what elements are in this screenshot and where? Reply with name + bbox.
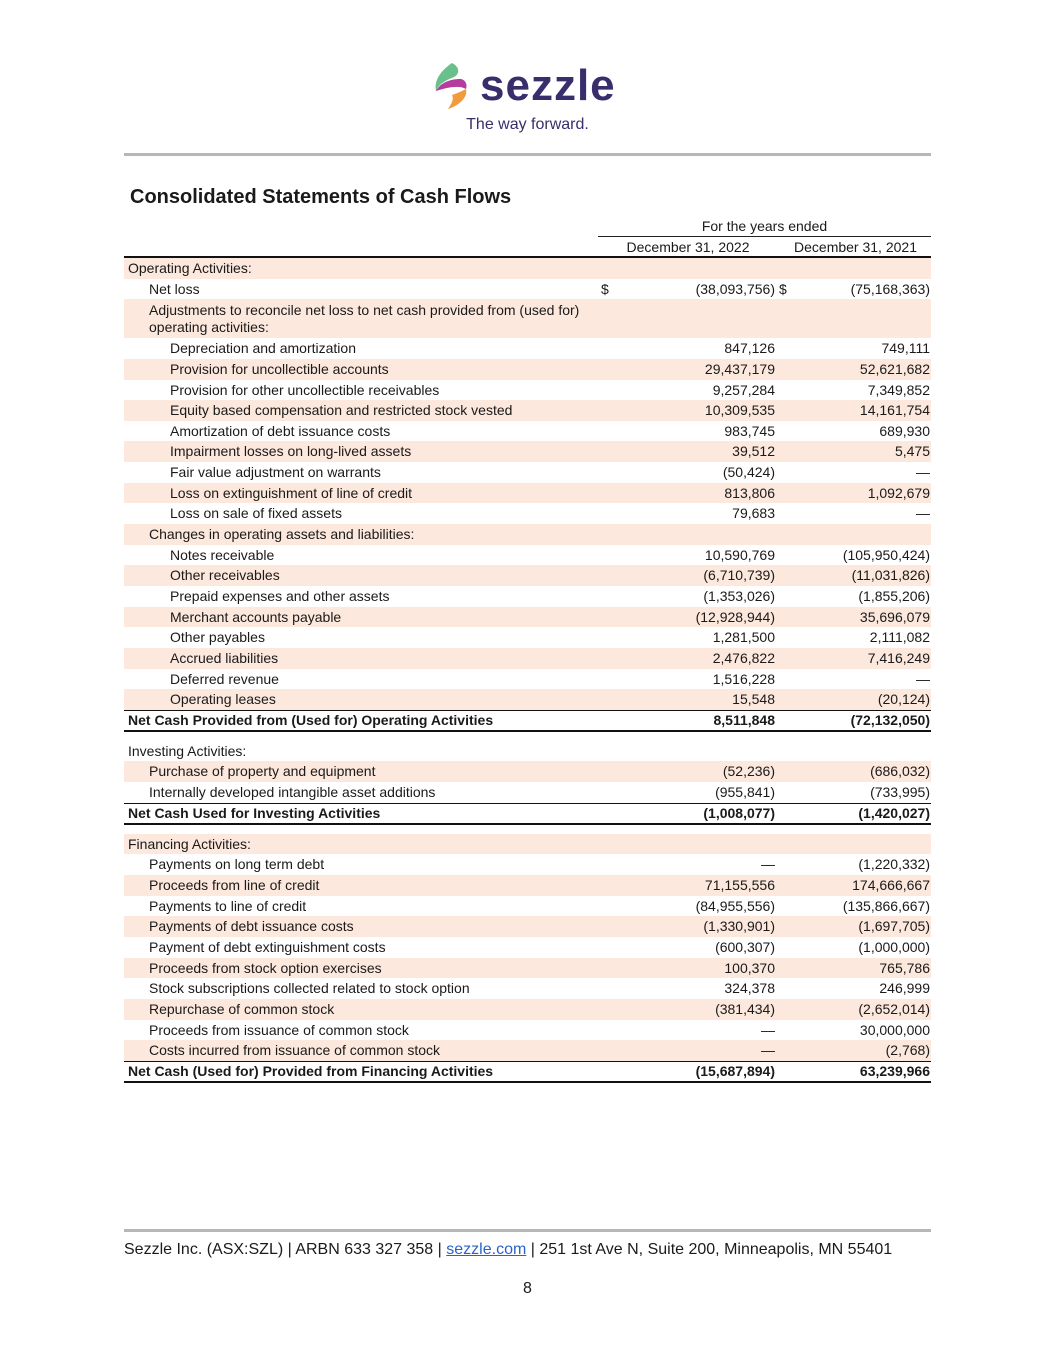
- row-label: Operating Activities:: [128, 260, 252, 276]
- row-label: Adjustments to reconcile net loss to net cash provided from (used for) operating activities:: [149, 302, 580, 336]
- value-2021: 7,349,852: [867, 381, 930, 398]
- table-row: [124, 338, 931, 359]
- table-row: [124, 761, 931, 782]
- value-2021: —: [916, 464, 930, 481]
- value-2022: (6,710,739): [703, 567, 775, 584]
- table-row: [124, 999, 931, 1020]
- value-2021: —: [916, 505, 930, 522]
- tagline: The way forward.: [466, 116, 589, 133]
- value-2022: 813,806: [724, 484, 775, 501]
- value-2022: 8,511,848: [713, 711, 775, 728]
- value-2022: (600,307): [715, 938, 775, 955]
- row-label: Accrued liabilities: [170, 649, 279, 666]
- table-row: [124, 937, 931, 958]
- table-row: [124, 359, 931, 380]
- footer-website-link[interactable]: sezzle.com: [446, 1241, 527, 1258]
- value-2022: 39,512: [732, 443, 775, 460]
- value-2021: 689,930: [879, 422, 930, 439]
- value-2021: 5,475: [894, 443, 930, 460]
- table-row-net-loss: [124, 279, 931, 300]
- value-2021: (72,132,050): [850, 711, 930, 728]
- subheading-adjustments: [124, 299, 931, 338]
- value-2021: 30,000,000: [859, 1021, 930, 1038]
- header-divider: [124, 153, 931, 156]
- row-label: Loss on extinguishment of line of credit: [170, 484, 413, 501]
- subheading-changes: [124, 524, 931, 545]
- row-label: Impairment losses on long-lived assets: [170, 443, 412, 460]
- value-2021: (135,866,667): [842, 897, 930, 914]
- footer-address: | 251 1st Ave N, Suite 200, Minneapolis, MN 55401: [530, 1241, 893, 1258]
- value-2022: 71,155,556: [704, 877, 775, 894]
- row-label: Deferred revenue: [170, 670, 279, 687]
- value-2021: (105,950,424): [842, 546, 930, 563]
- row-label: Net loss: [149, 280, 200, 297]
- row-label: Repurchase of common stock: [149, 1000, 335, 1017]
- value-2022: 100,370: [724, 959, 775, 976]
- page-footer: [124, 1240, 931, 1260]
- row-label: Prepaid expenses and other assets: [170, 587, 390, 604]
- value-2021: (733,995): [870, 784, 930, 801]
- row-label: Net Cash Provided from (Used for) Operating Activities: [128, 711, 494, 728]
- table-row: [124, 586, 931, 607]
- column-header-2021: December 31, 2021: [794, 239, 917, 255]
- value-2021: (1,000,000): [858, 938, 930, 955]
- value-2021: (20,124): [877, 691, 930, 708]
- value-2022: (381,434): [715, 1000, 775, 1017]
- value-2021: 7,416,249: [867, 649, 930, 666]
- column-group-header: For the years ended: [598, 216, 931, 237]
- section-heading-investing: [124, 741, 931, 762]
- row-label: Proceeds from issuance of common stock: [149, 1021, 409, 1038]
- table-row: [124, 896, 931, 917]
- row-label: Changes in operating assets and liabilities:: [149, 526, 415, 543]
- value-2021: 52,621,682: [859, 360, 930, 377]
- row-label: Other payables: [170, 629, 265, 646]
- table-row: [124, 627, 931, 648]
- spacer: [124, 732, 931, 741]
- value-2022: 10,590,769: [704, 546, 775, 563]
- value-2022: —: [761, 856, 775, 873]
- total-row-operating: [124, 710, 931, 732]
- row-label: Financing Activities:: [128, 835, 251, 852]
- value-2021: (1,420,027): [858, 804, 930, 821]
- value-2021: (1,220,332): [858, 856, 930, 873]
- value-2022: 79,683: [732, 505, 775, 522]
- value-2022: —: [761, 1042, 775, 1059]
- value-2021: (2,768): [885, 1042, 930, 1059]
- table-row: [124, 607, 931, 628]
- value-2021: —: [916, 670, 930, 687]
- sezzle-logo-mark-icon: [430, 61, 472, 111]
- page-header: [0, 0, 1055, 160]
- value-2022: 324,378: [724, 980, 775, 997]
- value-2022: (12,928,944): [695, 608, 775, 625]
- row-label: Provision for uncollectible accounts: [170, 360, 389, 377]
- row-label: Provision for other uncollectible receivables: [170, 381, 440, 398]
- value-2021: 246,999: [879, 980, 930, 997]
- cash-flow-table: [124, 256, 931, 1083]
- value-2022: (52,236): [722, 763, 775, 780]
- value-2022: (955,841): [715, 784, 775, 801]
- value-2022: 2,476,822: [712, 649, 775, 666]
- row-label: Net Cash Used for Investing Activities: [128, 804, 381, 821]
- total-row-investing: [124, 803, 931, 825]
- value-2021: (686,032): [870, 763, 930, 780]
- column-header-2022: December 31, 2022: [626, 239, 750, 255]
- value-2022: 1,516,228: [712, 670, 775, 687]
- value-2022: 9,257,284: [712, 381, 775, 398]
- value-2021: (1,697,705): [858, 918, 930, 935]
- table-row: [124, 958, 931, 979]
- currency-symbol: $: [779, 280, 787, 297]
- section-heading-operating: [124, 258, 931, 279]
- footer-company: Sezzle Inc. (ASX:SZL) | ARBN 633 327 358 |: [124, 1241, 442, 1258]
- value-2022: (38,093,756): [695, 280, 775, 297]
- row-label: Internally developed intangible asset additions: [149, 784, 436, 801]
- value-2021: 2,111,082: [869, 629, 930, 646]
- table-row: [124, 978, 931, 999]
- value-2022: (1,008,077): [703, 804, 775, 821]
- table-row: [124, 380, 931, 401]
- row-label: Depreciation and amortization: [170, 340, 356, 357]
- row-label: Amortization of debt issuance costs: [170, 422, 391, 439]
- row-label: Payments to line of credit: [149, 897, 307, 914]
- value-2021: (11,031,826): [851, 567, 930, 584]
- row-label: Payments of debt issuance costs: [149, 918, 354, 935]
- table-row: [124, 669, 931, 690]
- row-label: Stock subscriptions collected related to stock option: [149, 980, 470, 997]
- table-row: [124, 1040, 931, 1061]
- statement-title: Consolidated Statements of Cash Flows: [130, 186, 512, 208]
- table-row: [124, 400, 931, 421]
- row-label: Notes receivable: [170, 546, 275, 563]
- footer-divider: [124, 1229, 931, 1232]
- row-label: Merchant accounts payable: [170, 608, 342, 625]
- table-row: [124, 483, 931, 504]
- row-label: Equity based compensation and restricted stock vested: [170, 402, 513, 419]
- page-number: 8: [523, 1280, 532, 1297]
- row-label: Purchase of property and equipment: [149, 763, 376, 780]
- table-row: [124, 689, 931, 710]
- table-row: [124, 916, 931, 937]
- value-2021: (75,168,363): [850, 280, 930, 297]
- value-2022: 983,745: [724, 422, 775, 439]
- value-2021: 765,786: [879, 959, 930, 976]
- row-label: Fair value adjustment on warrants: [170, 464, 381, 481]
- row-label: Proceeds from stock option exercises: [149, 959, 382, 976]
- table-row: [124, 421, 931, 442]
- value-2022: 15,548: [732, 691, 775, 708]
- table-row: [124, 441, 931, 462]
- row-label: Proceeds from line of credit: [149, 877, 320, 894]
- value-2022: (50,424): [722, 464, 775, 481]
- row-label: Investing Activities:: [128, 742, 247, 759]
- value-2022: 29,437,179: [704, 360, 775, 377]
- value-2021: 63,239,966: [859, 1062, 930, 1079]
- table-row: [124, 462, 931, 483]
- table-row: [124, 565, 931, 586]
- table-row: [124, 782, 931, 803]
- value-2022: 847,126: [724, 340, 775, 357]
- table-row: [124, 503, 931, 524]
- section-heading-financing: [124, 834, 931, 855]
- row-label: Costs incurred from issuance of common stock: [149, 1042, 440, 1059]
- table-row: [124, 1020, 931, 1041]
- brand-wordmark: sezzle: [480, 61, 616, 110]
- row-label: Payments on long term debt: [149, 856, 325, 873]
- sezzle-logo: [430, 58, 616, 114]
- value-2022: 10,309,535: [704, 402, 775, 419]
- value-2021: 749,111: [881, 340, 930, 357]
- table-row: [124, 648, 931, 669]
- value-2022: (84,955,556): [695, 897, 775, 914]
- table-row: [124, 545, 931, 566]
- spacer: [124, 825, 931, 834]
- value-2021: 35,696,079: [859, 608, 930, 625]
- value-2022: (15,687,894): [695, 1062, 775, 1079]
- value-2021: (2,652,014): [858, 1000, 930, 1017]
- table-row: [124, 875, 931, 896]
- row-label: Operating leases: [170, 691, 276, 708]
- value-2021: 1,092,679: [867, 484, 930, 501]
- currency-symbol: $: [601, 280, 609, 297]
- value-2021: 174,666,667: [852, 877, 930, 894]
- row-label: Payment of debt extinguishment costs: [149, 938, 386, 955]
- value-2022: 1,281,500: [712, 629, 775, 646]
- row-label: Loss on sale of fixed assets: [170, 505, 342, 522]
- value-2021: (1,855,206): [858, 587, 930, 604]
- table-row: [124, 854, 931, 875]
- value-2022: —: [761, 1021, 775, 1038]
- row-label: Net Cash (Used for) Provided from Financing Activities: [128, 1062, 494, 1079]
- value-2021: 14,161,754: [859, 402, 930, 419]
- total-row-financing: [124, 1061, 931, 1083]
- value-2022: (1,353,026): [703, 587, 775, 604]
- value-2022: (1,330,901): [703, 918, 775, 935]
- row-label: Other receivables: [170, 567, 280, 584]
